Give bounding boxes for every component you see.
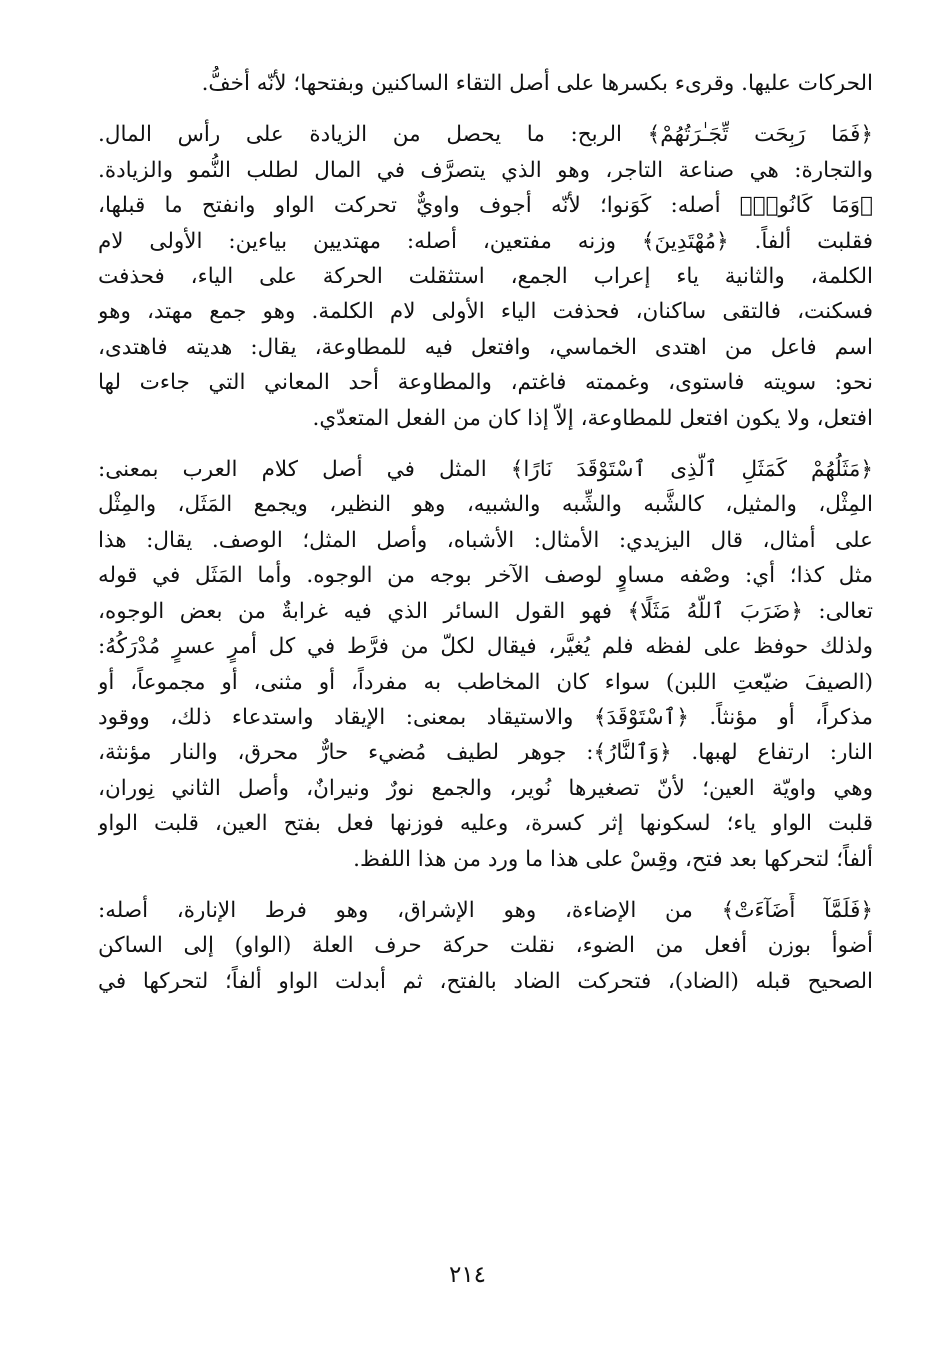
text-line: ألفاً؛ لتحركها بعد فتح، وقِسْ على هذا ما ورد من هذا اللفظ. xyxy=(353,846,873,872)
paragraph-2 xyxy=(98,117,873,436)
text-line: المِثْل، والمثيل، كالشَّبه والشِّبه والشبيه، وهو النظير، ويجمع المَثَل، والمِثْل xyxy=(98,492,873,518)
text-line: افتعل، ولا يكون افتعل للمطاوعة، إلاّ إذا كان من الفعل المتعدّي. xyxy=(312,405,873,431)
text-line: فسكنت، فالتقى ساكنان، فحذفت الياء الأولى لام الكلمة. وهو جمع مهتد، وهو xyxy=(98,299,873,325)
text-line: ﴿مَثَلُهُمْ كَمَثَلِ ٱلَّذِى ٱسْتَوْقَدَ نَارًا﴾ المثل في أصل كلام العرب بمعنى: xyxy=(98,457,873,483)
text-line: ﴿وَمَا كَانُوا۟﴾ أصله: كَوَنوا؛ لأنّه أجوف واويٌّ تحركت الواو وانفتح ما قبلها، xyxy=(98,193,873,219)
text-line: ﴿فَلَمَّآ أَضَآءَتْ﴾ من الإضاءة، وهو الإشراق، وهو فرط الإنارة، أصله: xyxy=(98,897,873,923)
text-line: وهي واويّة العين؛ لأنّ تصغيرها نُوير، والجمع نورٌ ونيرانٌ، وأصل الثاني نِوران، xyxy=(98,775,873,801)
text-line: (الصيفَ ضيّعتِ اللبن) سواء كان المخاطب به مفرداً، أو مثنى، أو مجموعاً، أو xyxy=(98,669,873,695)
text-line: قلبت الواو ياء؛ لسكونها إثر كسرة، وعليه فوزنها فعل بفتح العين، قلبت الواو xyxy=(98,811,873,837)
paragraph-3 xyxy=(98,452,873,877)
text-line: مثل كذا؛ أي: وصْفه مساوٍ لوصف الآخر بوجه من الوجوه. وأما المَثَل في قوله xyxy=(98,563,873,589)
paragraph-4 xyxy=(98,893,873,999)
text-line: أضوأ بوزن أفعل من الضوء، نقلت حركة حرف العلة (الواو) إلى الساكن xyxy=(98,933,873,959)
page-number: ٢١٤ xyxy=(448,1262,487,1288)
text-line: اسم فاعل من اهتدى الخماسي، وافتعل فيه للمطاوعة، يقال: هديته فاهتدى، xyxy=(98,334,873,360)
text-line: الصحيح قبله (الضاد)، فتحركت الضاد بالفتح، ثم أبدلت الواو ألفاً؛ لتحركها في xyxy=(98,968,873,994)
book-page xyxy=(98,66,873,999)
text-line: فقلبت ألفاً. ﴿مُهْتَدِينَ﴾ وزنه مفتعين، أصله: مهتديين بياءين: الأولى لام xyxy=(98,228,873,254)
text-line: ولذلك حوفظ على لفظه فلم يُغيَّر، فيقال لكلّ من فرَّط في كل أمرٍ عسرٍ مُدْرَكُهُ: xyxy=(98,634,873,660)
text-line: ﴿فَمَا رَبِحَت تِّجَـٰرَتُهُمْ﴾ الربح: ما يحصل من الزيادة على رأس المال. xyxy=(98,122,873,148)
paragraph-1 xyxy=(98,66,873,101)
text-line: تعالى: ﴿ضَرَبَ ٱللَّهُ مَثَلًا﴾ فهو القول السائر الذي فيه غرابةٌ من بعض الوجوه، xyxy=(98,598,873,624)
text-line: الكلمة، والثانية ياء إعراب الجمع، استثقلت الحركة على الياء، فحذفت xyxy=(98,264,873,290)
text-line: النار: ارتفاع لهبها. ﴿وَٱلنَّارُ﴾: جوهر لطيف مُضيء حارٌّ محرق، والنار مؤنثة، xyxy=(98,740,873,766)
text-line: على أمثال، قال اليزيدي: الأمثال: الأشباه، وأصل المثل؛ الوصف. يقال: هذا xyxy=(98,527,873,553)
text-line: مذكراً، أو مؤنثاً. ﴿ٱسْتَوْقَدَ﴾ والاستيقاد بمعنى: الإيقاد واستدعاء ذلك، ووقود xyxy=(98,704,873,730)
text-line: والتجارة: هي صناعة التاجر، وهو الذي يتصرَّف في المال لطلب النُّمو والزيادة. xyxy=(98,157,873,183)
text-line: نحو: سويته فاستوى، وغممته فاغتم، والمطاوعة أحد المعاني التي جاءت لها xyxy=(98,370,873,396)
text-line: الحركات عليها. وقرىء بكسرها على أصل التقاء الساكنين وبفتحها؛ لأنّه أخفُّ. xyxy=(201,71,873,96)
